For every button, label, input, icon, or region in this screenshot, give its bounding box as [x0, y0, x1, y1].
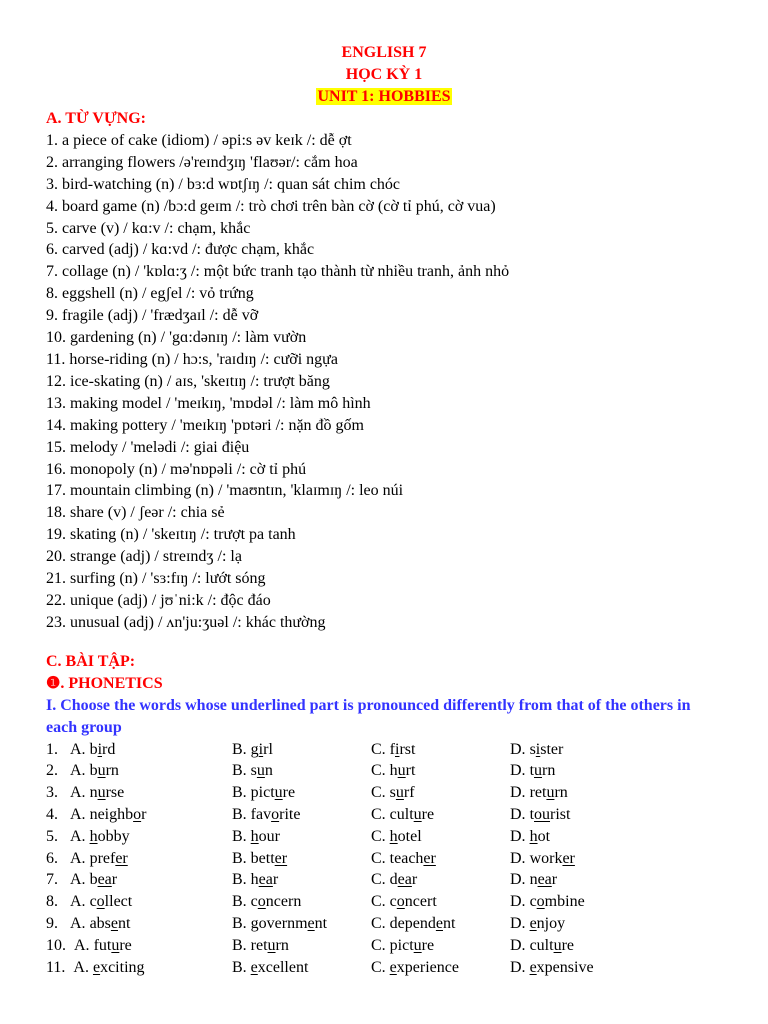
answer-option[interactable]: [232, 935, 289, 957]
option-label: B.: [232, 915, 247, 932]
option-underlined-part: er: [115, 849, 128, 867]
option-underlined-part: ea: [258, 871, 273, 889]
option-label: C.: [371, 762, 386, 780]
option-word-start: c: [250, 893, 258, 911]
vocabulary-item: 5. carve (v) / kɑ:v /: chạm, khắc: [46, 219, 251, 237]
option-underlined-part: u: [397, 762, 406, 780]
option-underlined-part: h: [529, 827, 538, 845]
option-underlined-part: h: [89, 827, 98, 845]
option-label: B.: [232, 806, 247, 824]
unit-title-highlight: UNIT 1: HOBBIES: [317, 88, 451, 105]
option-underlined-part: o: [536, 893, 545, 911]
vocabulary-list: [46, 130, 716, 634]
question-number: 10.: [46, 936, 66, 954]
option-label: B.: [232, 784, 247, 802]
vocabulary-item: 11. horse-riding (n) / hɔ:s, 'raɪdɪŋ /: cưỡi ngựa: [46, 350, 338, 368]
answer-option[interactable]: [46, 913, 130, 935]
question-row: [46, 760, 716, 782]
option-label: A.: [70, 849, 86, 867]
option-label: C.: [371, 958, 386, 976]
option-word-end: xperience: [396, 958, 459, 976]
answer-option[interactable]: [371, 848, 436, 870]
option-word-start: cult: [389, 806, 414, 824]
option-word-end: rst: [399, 740, 416, 758]
option-word-start: depend: [389, 915, 436, 932]
answer-option[interactable]: [46, 957, 145, 979]
vocabulary-item: 20. strange (adj) / streɪndʒ /: lạ: [46, 548, 242, 566]
option-label: B.: [232, 762, 247, 780]
option-label: B.: [232, 849, 247, 867]
answer-option[interactable]: [371, 869, 417, 891]
option-label: D.: [510, 915, 526, 932]
option-underlined-part: o: [96, 893, 105, 911]
option-word-start: abs: [89, 915, 111, 932]
option-label: D.: [510, 806, 526, 824]
option-label: C.: [371, 827, 386, 845]
option-label: A.: [70, 784, 86, 802]
option-word-end: rse: [105, 784, 125, 802]
option-word-end: obby: [97, 827, 130, 845]
option-underlined-part: i: [535, 740, 541, 758]
option-underlined-part: i: [395, 740, 400, 758]
vocabulary-item: 21. surfing (n) / 'sɜ:fɪŋ /: lướt sóng: [46, 570, 266, 588]
option-underlined-part: u: [553, 936, 562, 954]
option-word-end: nt: [118, 915, 131, 932]
option-underlined-part: h: [389, 827, 398, 845]
question-number: 8.: [46, 893, 58, 911]
option-word-end: re: [561, 936, 574, 954]
answer-option[interactable]: [510, 935, 574, 957]
option-label: B.: [232, 893, 247, 911]
answer-option[interactable]: [371, 804, 434, 826]
question-row: [46, 869, 716, 891]
vocabulary-item: 16. monopoly (n) / mə'nɒpəli /: cờ tỉ phú: [46, 460, 307, 478]
question-row: [46, 913, 716, 935]
option-word-start: h: [389, 762, 398, 780]
vocabulary-item: 14. making pottery / 'meɪkɪŋ 'pɒtəri /: nặn đồ gốm: [46, 416, 364, 434]
option-word-start: h: [250, 871, 259, 889]
option-word-end: r: [141, 806, 147, 824]
option-word-end: nt: [442, 915, 456, 932]
vocabulary-item: 12. ice-skating (n) / aɪs, 'skeɪtɪŋ /: trượt băng: [46, 372, 330, 390]
question-row: [46, 891, 716, 913]
option-underlined-part: er: [562, 849, 575, 867]
option-label: A.: [70, 827, 86, 845]
option-underlined-part: u: [274, 784, 283, 802]
option-label: B.: [232, 936, 247, 954]
answer-option[interactable]: [232, 826, 280, 848]
option-underlined-part: u: [546, 784, 555, 802]
option-underlined-part: i: [97, 740, 103, 758]
vocabulary-item: 23. unusual (adj) / ʌn'ju:ʒuəl /: khác thường: [46, 613, 326, 631]
option-label: C.: [371, 740, 386, 758]
option-word-start: t: [529, 806, 535, 824]
answer-option[interactable]: [46, 826, 130, 848]
answer-option[interactable]: [510, 913, 565, 935]
answer-option[interactable]: [371, 739, 415, 761]
option-underlined-part: u: [267, 936, 276, 954]
answer-option[interactable]: [371, 782, 415, 804]
option-underlined-part: h: [250, 827, 259, 845]
option-label: C.: [371, 784, 386, 802]
option-label: D.: [510, 871, 526, 889]
question-row: [46, 739, 716, 761]
option-word-end: r: [411, 871, 418, 889]
option-underlined-part: i: [258, 740, 264, 758]
option-underlined-part: u: [395, 784, 404, 802]
option-word-start: n: [89, 784, 98, 802]
vocabulary-section: [46, 108, 716, 634]
answer-option[interactable]: [510, 760, 555, 782]
answer-option[interactable]: [510, 826, 550, 848]
phonetics-heading: ❶. PHONETICS: [46, 674, 163, 692]
answer-option[interactable]: [232, 957, 308, 979]
exercise-heading: C. BÀI TẬP:: [46, 653, 136, 670]
option-word-start: b: [89, 871, 98, 889]
answer-option[interactable]: [232, 913, 327, 935]
option-word-end: rn: [105, 762, 119, 780]
question-row: [46, 848, 716, 870]
answer-option[interactable]: [46, 935, 132, 957]
option-word-start: t: [529, 762, 535, 780]
semester-title: HỌC KỲ 1: [345, 66, 423, 83]
question-number: 2.: [46, 762, 58, 780]
option-underlined-part: ea: [97, 871, 112, 889]
answer-option[interactable]: [46, 891, 132, 913]
option-label: B.: [232, 740, 247, 758]
option-underlined-part: ou: [534, 806, 551, 824]
option-word-end: ot: [537, 827, 551, 845]
option-label: A.: [74, 936, 90, 954]
option-word-start: f: [389, 740, 395, 758]
option-word-start: ret: [529, 784, 547, 802]
answer-option[interactable]: [510, 848, 575, 870]
option-word-start: pict: [389, 936, 414, 954]
option-word-end: rn: [542, 762, 556, 780]
answer-option[interactable]: [46, 782, 124, 804]
option-underlined-part: o: [396, 893, 405, 911]
answer-option[interactable]: [371, 826, 422, 848]
option-underlined-part: e: [389, 958, 397, 976]
option-word-end: rl: [263, 740, 273, 758]
option-word-end: r: [272, 871, 279, 889]
question-number: 11.: [46, 958, 66, 976]
option-underlined-part: e: [92, 958, 101, 976]
option-underlined-part: o: [257, 893, 266, 911]
question-row: [46, 957, 716, 979]
option-underlined-part: u: [111, 936, 120, 954]
option-label: C.: [371, 915, 386, 932]
option-word-end: rite: [279, 806, 301, 824]
option-word-end: re: [421, 806, 435, 824]
option-label: A.: [70, 740, 86, 758]
answer-option[interactable]: [232, 891, 301, 913]
option-word-start: ret: [250, 936, 268, 954]
answer-option[interactable]: [371, 891, 437, 913]
option-word-start: s: [389, 784, 396, 802]
option-underlined-part: u: [413, 936, 422, 954]
vocabulary-item: 18. share (v) / ʃeər /: chia sẻ: [46, 504, 225, 522]
question-row: [46, 826, 716, 848]
option-word-end: njoy: [536, 915, 566, 932]
question-number: 4.: [46, 806, 58, 824]
vocabulary-item: 2. arranging flowers /ə'reɪndʒɪŋ 'flaʊər/: cắm hoa: [46, 153, 358, 171]
option-word-end: xpensive: [536, 958, 594, 976]
answer-option[interactable]: [371, 957, 459, 979]
option-word-end: nt: [314, 915, 328, 932]
option-label: A.: [70, 806, 86, 824]
unit-title: [0, 86, 768, 108]
answer-option[interactable]: [232, 739, 273, 761]
answer-option[interactable]: [510, 869, 557, 891]
option-word-start: cult: [529, 936, 554, 954]
option-word-start: pict: [250, 784, 275, 802]
option-label: A.: [70, 762, 86, 780]
option-word-end: r: [111, 871, 118, 889]
option-label: B.: [232, 958, 247, 976]
option-word-end: mbine: [544, 893, 585, 911]
option-word-start: c: [389, 893, 397, 911]
option-word-start: teach: [389, 849, 424, 867]
option-underlined-part: ea: [397, 871, 412, 889]
question-number: 9.: [46, 915, 58, 932]
option-word-start: d: [389, 871, 398, 889]
option-label: C.: [371, 806, 386, 824]
option-underlined-part: o: [133, 806, 142, 824]
option-word-start: pref: [89, 849, 116, 867]
option-label: C.: [371, 936, 386, 954]
vocabulary-item: 13. making model / 'meɪkɪŋ, 'mɒdəl /: làm mô hình: [46, 394, 371, 412]
option-underlined-part: er: [274, 849, 288, 867]
option-label: D.: [510, 762, 526, 780]
option-word-end: re: [282, 784, 296, 802]
option-word-start: s: [250, 762, 257, 780]
option-word-end: re: [119, 936, 132, 954]
answer-option[interactable]: [232, 782, 295, 804]
answer-option[interactable]: [510, 739, 563, 761]
answer-option[interactable]: [371, 760, 415, 782]
option-label: D.: [510, 893, 526, 911]
option-word-end: rt: [405, 762, 416, 780]
answer-option[interactable]: [46, 848, 128, 870]
answer-option[interactable]: [232, 760, 273, 782]
answer-option[interactable]: [232, 869, 278, 891]
option-word-end: rd: [102, 740, 116, 758]
option-word-end: ncern: [265, 893, 302, 911]
question-number: 1.: [46, 740, 58, 758]
option-label: C.: [371, 871, 386, 889]
option-label: D.: [510, 827, 526, 845]
question-row: [46, 935, 716, 957]
vocabulary-item: 22. unique (adj) / jʊˈni:k /: độc đáo: [46, 591, 271, 609]
option-word-end: our: [258, 827, 280, 845]
option-label: A.: [73, 958, 89, 976]
answer-option[interactable]: [232, 848, 287, 870]
option-word-start: n: [529, 871, 538, 889]
answer-option[interactable]: [371, 935, 434, 957]
option-word-end: rn: [554, 784, 568, 802]
option-underlined-part: u: [97, 762, 106, 780]
option-word-end: r: [551, 871, 558, 889]
option-label: C.: [371, 893, 386, 911]
option-word-start: g: [250, 740, 259, 758]
option-word-start: c: [529, 893, 537, 911]
option-underlined-part: e: [435, 915, 443, 932]
option-word-start: c: [89, 893, 97, 911]
option-word-start: b: [89, 740, 98, 758]
option-label: A.: [70, 915, 86, 932]
option-underlined-part: er: [423, 849, 436, 867]
option-word-start: work: [529, 849, 563, 867]
option-word-end: ncert: [404, 893, 437, 911]
option-underlined-part: e: [529, 958, 537, 976]
option-word-end: re: [421, 936, 435, 954]
answer-option[interactable]: [46, 760, 119, 782]
option-word-start: governm: [250, 915, 308, 932]
vocabulary-heading: A. TỪ VỰNG:: [46, 110, 146, 127]
question-number: 6.: [46, 849, 58, 867]
vocabulary-item: 8. eggshell (n) / egʃel /: vỏ trứng: [46, 285, 254, 303]
vocabulary-item: 9. fragile (adj) / 'frædʒaɪl /: dễ vỡ: [46, 307, 259, 325]
question-list: [46, 739, 716, 979]
option-word-end: rn: [275, 936, 289, 954]
option-label: D.: [510, 849, 526, 867]
option-word-end: n: [264, 762, 273, 780]
option-underlined-part: e: [110, 915, 118, 932]
vocabulary-item: 7. collage (n) / 'kɒlɑ:ʒ /: một bức tranh tạo thành từ nhiều tranh, ảnh nhỏ: [46, 263, 510, 281]
option-label: D.: [510, 936, 526, 954]
option-word-end: llect: [104, 893, 133, 911]
vocabulary-item: 17. mountain climbing (n) / 'maʊntɪn, 'klaɪmɪŋ /: leo núi: [46, 482, 404, 500]
answer-option[interactable]: [510, 957, 594, 979]
option-underlined-part: e: [250, 958, 258, 976]
option-word-end: rist: [550, 806, 571, 824]
option-label: A.: [70, 893, 86, 911]
answer-option[interactable]: [46, 804, 146, 826]
exercise-instruction: I. Choose the words whose underlined part is pronounced differently from that of the others in each group: [46, 696, 691, 736]
option-label: C.: [371, 849, 386, 867]
answer-option[interactable]: [510, 782, 568, 804]
answer-option[interactable]: [510, 891, 585, 913]
question-row: [46, 804, 716, 826]
answer-option[interactable]: [510, 804, 570, 826]
option-label: B.: [232, 871, 247, 889]
option-label: D.: [510, 958, 526, 976]
option-word-start: fav: [250, 806, 272, 824]
option-word-start: s: [529, 740, 536, 758]
option-word-start: fut: [93, 936, 112, 954]
answer-option[interactable]: [232, 804, 300, 826]
option-word-end: xcellent: [257, 958, 309, 976]
option-label: B.: [232, 827, 247, 845]
answer-option[interactable]: [46, 869, 117, 891]
question-number: 5.: [46, 827, 58, 845]
option-underlined-part: u: [534, 762, 543, 780]
question-row: [46, 782, 716, 804]
vocabulary-item: 3. bird-watching (n) / bɜ:d wɒtʃɪŋ /: quan sát chim chóc: [46, 175, 401, 193]
document-title: ENGLISH 7: [341, 44, 427, 61]
vocabulary-item: 4. board game (n) /bɔ:d geɪm /: trò chơi trên bàn cờ (cờ tỉ phú, cờ vua): [46, 197, 496, 215]
option-word-end: xciting: [100, 958, 145, 976]
option-underlined-part: e: [307, 915, 315, 932]
question-number: 3.: [46, 784, 58, 802]
option-underlined-part: u: [413, 806, 422, 824]
option-word-end: ster: [540, 740, 564, 758]
vocabulary-item: 10. gardening (n) / 'gɑ:dənɪŋ /: làm vườn: [46, 329, 307, 347]
option-word-start: bett: [250, 849, 275, 867]
option-underlined-part: ea: [537, 871, 552, 889]
option-word-end: rf: [403, 784, 415, 802]
option-underlined-part: e: [529, 915, 537, 932]
vocabulary-item: 6. carved (adj) / kɑ:vd /: được chạm, khắc: [46, 241, 315, 259]
vocabulary-item: 19. skating (n) / 'skeɪtɪŋ /: trượt pa tanh: [46, 526, 296, 544]
exercise-section: [46, 651, 716, 978]
option-word-start: neighb: [89, 806, 134, 824]
vocabulary-item: 1. a piece of cake (idiom) / əpi:s əv keɪk /: dễ ợt: [46, 131, 352, 149]
option-label: D.: [510, 784, 526, 802]
option-underlined-part: u: [97, 784, 106, 802]
vocabulary-item: 15. melody / 'melədi /: giai điệu: [46, 438, 250, 456]
question-number: 7.: [46, 871, 58, 889]
option-underlined-part: u: [256, 762, 265, 780]
option-label: D.: [510, 740, 526, 758]
option-word-end: otel: [397, 827, 422, 845]
option-underlined-part: o: [271, 806, 280, 824]
option-label: A.: [70, 871, 86, 889]
answer-option[interactable]: [371, 913, 455, 935]
option-word-start: b: [89, 762, 98, 780]
answer-option[interactable]: [46, 739, 115, 761]
